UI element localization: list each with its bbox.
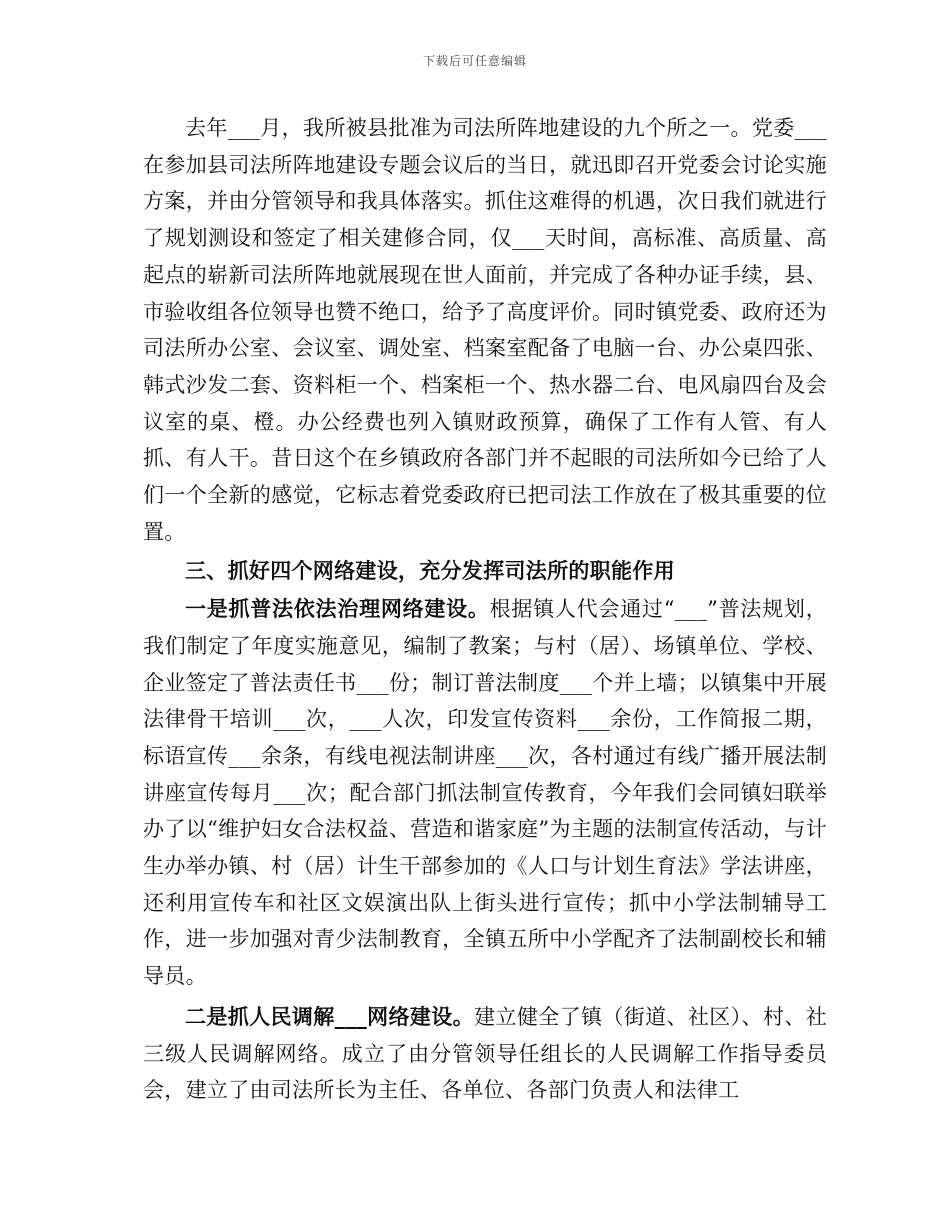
paragraph-text: 根据镇人代会通过“___”普法规划，我们制定了年度实施意见，编制了教案；与村（居）、场镇单位、学校、企业签定了普法责任书___份；制订普法制度___个并上墙；以镇集中开展法律骨干培训___次，___人次，印发宣传资料___余份，工作简报二期，标语宣传___余条，有线电视法制讲座___次，各村通过有线广播开展法制讲座宣传每月___次；配合部门抓法制宣传教育，今年我们会同镇妇联举办了以“维护妇女合法权益、营造和谐家庭”为主题的法制宣传活动，与计生办举办镇、村（居）计生干部参加的《人口与计划生育法》学法讲座，还利用宣传车和社区文娱演出队上街头进行宣传；抓中小学法制辅导工作，进一步加强对青少法制教育，全镇五所中小学配齐了法制副校长和辅导员。 [143, 597, 827, 989]
document-body [143, 110, 827, 1109]
paragraph-mediation [143, 999, 827, 1109]
paragraph-site-construction [143, 110, 827, 550]
paragraph-legal-education [143, 591, 827, 995]
section-heading-networks: 三、抓好四个网络建设，充分发挥司法所的职能作用 [185, 558, 675, 584]
page-header: 下载后可任意编辑 [422, 54, 527, 68]
paragraph-text: 去年___月，我所被县批准为司法所阵地建设的九个所之一。党委___在参加县司法所阵地建设专题会议后的当日，就迅即召开党委会讨论实施方案，并由分管领导和我具体落实。抓住这难得的机遇，次日我们就进行了规划测设和签定了相关建修合同，仅___天时间，高标准、高质量、高起点的崭新司法所阵地就展现在世人面前，并完成了各种办证手续，县、市验收组各位领导也赞不绝口，给予了高度评价。同时镇党委、政府还为司法所办公室、会议室、调处室、档案室配备了电脑一台、办公桌四张、韩式沙发二套、资料柜一个、档案柜一个、热水器二台、电风扇四台及会议室的桌、橙。办公经费也列入镇财政预算，确保了工作有人管、有人抓、有人干。昔日这个在乡镇政府各部门并不起眼的司法所如今已给了人们一个全新的感觉，它标志着党委政府已把司法工作放在了极其重要的位置。 [143, 116, 827, 544]
paragraph-lead: 二是抓人民调解___网络建设。 [185, 1003, 475, 1029]
paragraph-lead: 一是抓普法依法治理网络建设。 [185, 596, 490, 622]
paragraph-text: 建立健全了镇（街道、社区）、村、社三级人民调解网络。成立了由分管领导任组长的人民调解工作指导委员会，建立了由司法所长为主任、各单位、各部门负责人和法律工 [143, 1004, 827, 1103]
